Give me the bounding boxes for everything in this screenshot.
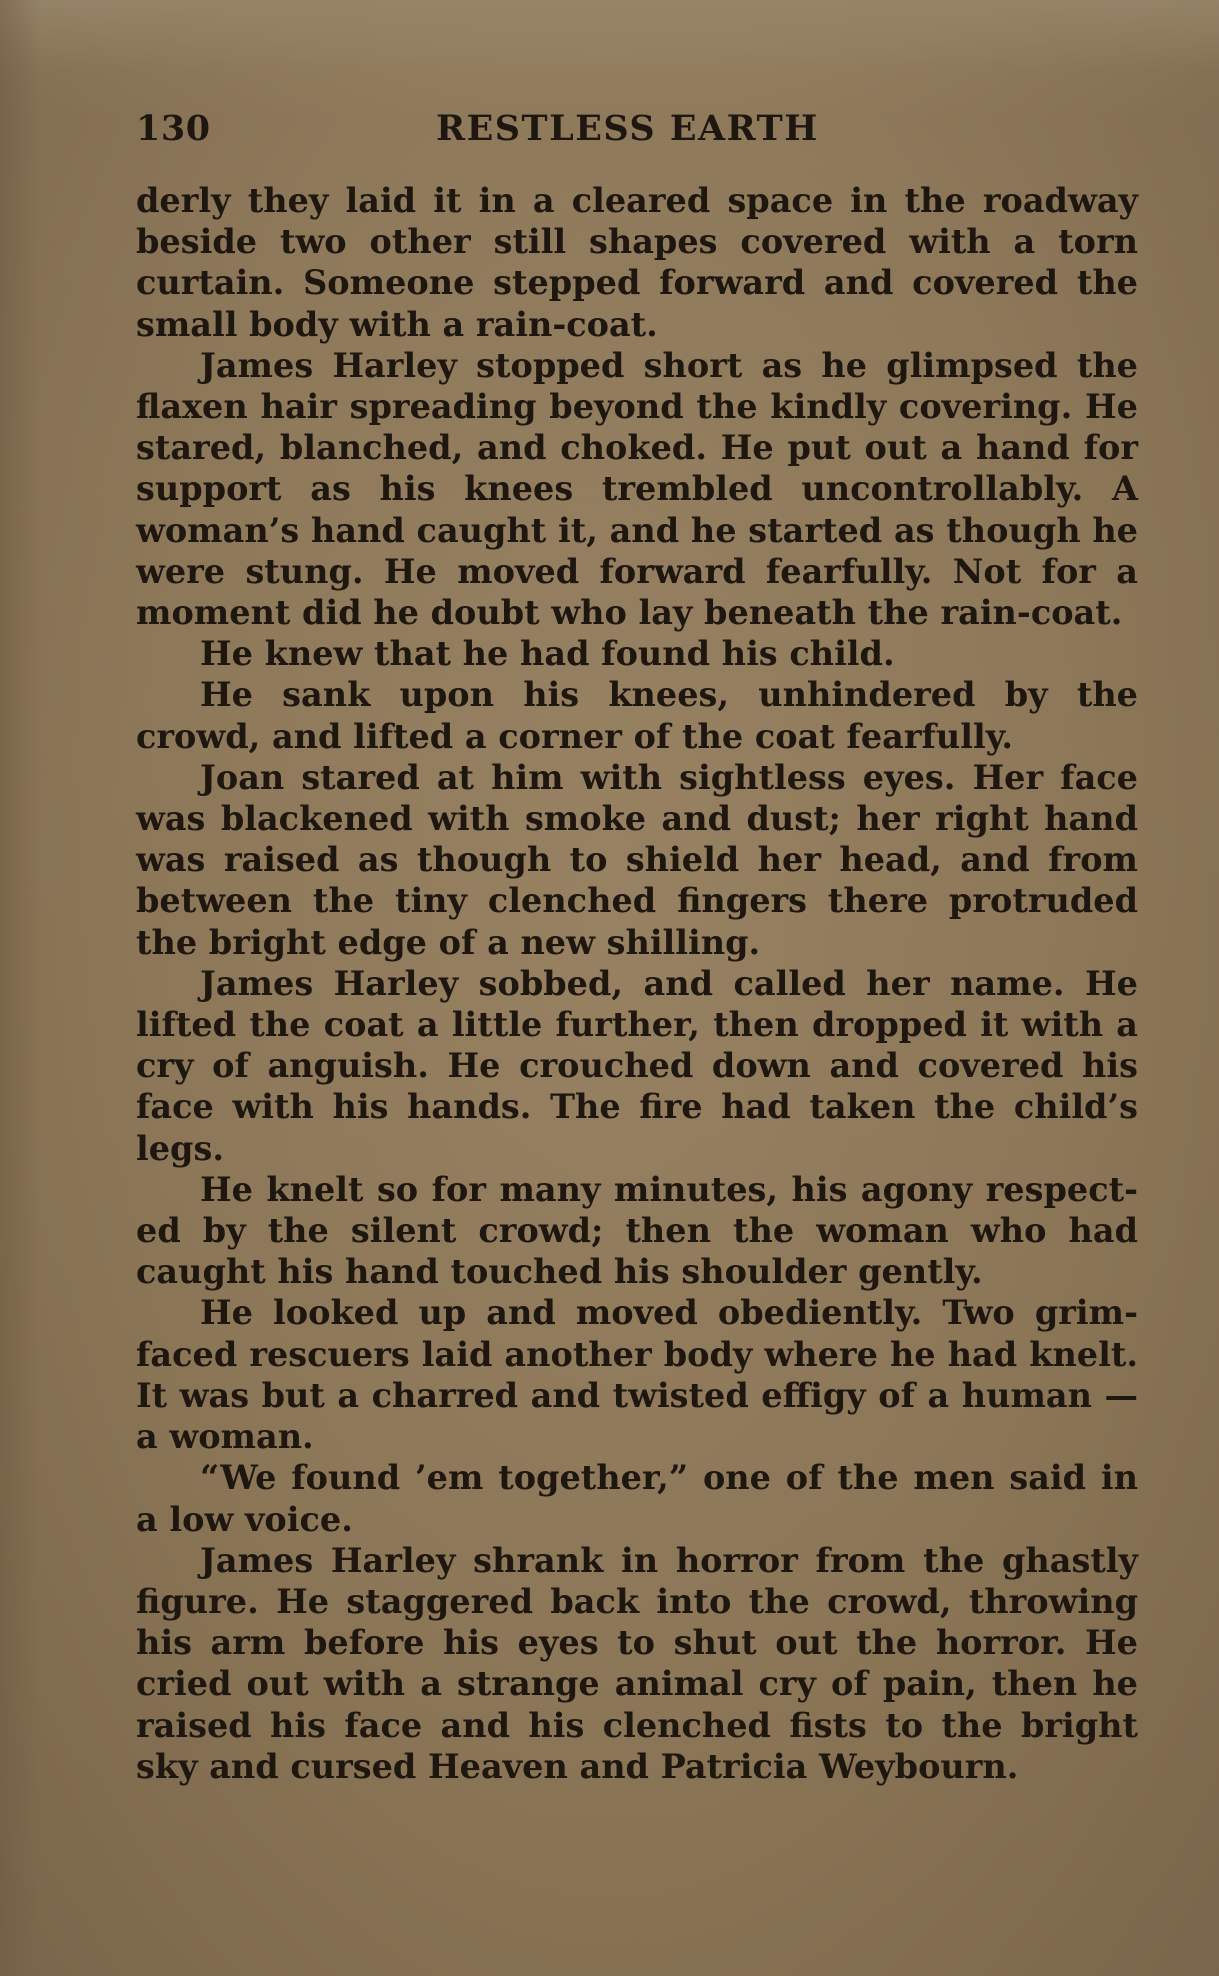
paragraph: He sank upon his knees, unhindered by the crowd, and lifted a corner of the coat fearfully. [136, 675, 1138, 756]
paragraph: “We found ’em together,” one of the men said in a low voice. [136, 1458, 1138, 1539]
paragraph: He knelt so for many minutes, his agony respect-ed by the silent crowd; then the woman who had caught his hand touched his shoulder gently. [136, 1169, 1138, 1292]
paragraph: Joan stared at him with sightless eyes. Her face was blackened with smoke and dust; her right hand was raised as though to shield her head, and from between the tiny clenched fingers there protruded the bright edge of a new shilling. [136, 757, 1138, 962]
paragraph: James Harley sobbed, and called her name. He lifted the coat a little further, then dropped it with a cry of anguish. He crouched down and covered his face with his hands. The fire had taken the child’s legs. [136, 963, 1138, 1168]
paragraph-continued: derly they laid it in a cleared space in the roadway beside two other still shapes covered with a torn curtain. Someone stepped forward and covered the small body with a rain-coat. [136, 181, 1138, 344]
body-text [136, 180, 1138, 1787]
page-number: 130 [136, 108, 211, 149]
running-title: RESTLESS EARTH [436, 108, 819, 149]
page-header [136, 108, 1136, 160]
paragraph: James Harley shrank in horror from the ghastly figure. He staggered back into the crowd, throwing his arm before his eyes to shut out the horror. He cried out with a strange animal cry of pain, then he raised his face and his clenched fists to the bright sky and cursed Heaven and Patricia Weybourn. [136, 1540, 1138, 1786]
paragraph: He knew that he had found his child. [200, 634, 895, 674]
paragraph: James Harley stopped short as he glimpsed the flaxen hair spreading beyond the kindly covering. He stared, blanched, and choked. He put out a hand for support as his knees trembled uncontrollably. A woman’s hand caught it, and he started as though he were stung. He moved forward fearfully. Not for a moment did he doubt who lay beneath the rain-coat. [136, 345, 1138, 633]
paragraph: He looked up and moved obediently. Two grim-faced rescuers laid another body where he had knelt. It was but a charred and twisted effigy of a human —a woman. [136, 1293, 1138, 1457]
